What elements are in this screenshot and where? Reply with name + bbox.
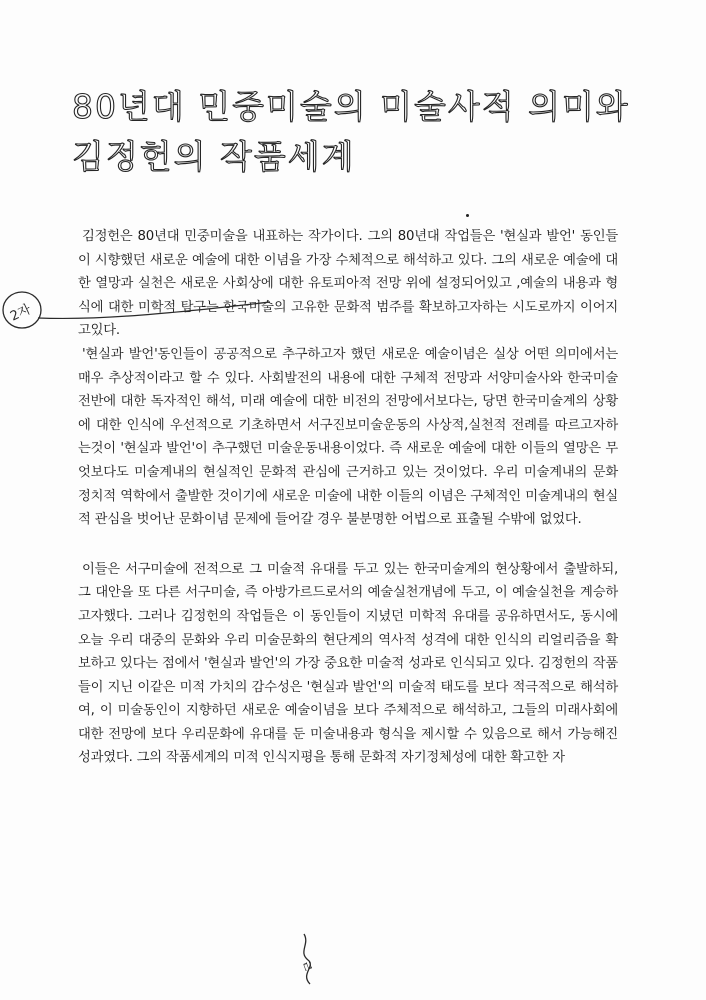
title-line-2: 김정헌의 작품세계 [72,137,356,176]
scribble-stroke-icon [304,934,310,984]
left-margin-note: 2자 [8,302,34,325]
paragraph-3: 이들은 서구미술에 전적으로 그 미술적 유대를 두고 있는 한국미술계의 현상황에서 출발하되, 그 대안을 또 다른 서구미술, 즉 아방가르드로서의 예술실천개념에 두고, 이 예술실천을 계승하고자했다. 그러나 김정헌의 작업들은 이 동인들이 지녔던 미학적 유대를 공유하면서도, 동시에 오늘 우리 대중의 문화와 우리 미술문화의 현단계의 역사적 성격에 대한 인식의 리얼리즘을 확보하고 있다는 점에서 '현실과 발언'의 가장 중요한 미술적 성과로 인식되고 있다. 김정헌의 작품들이 지닌 이같은 미적 가치의 감수성은 '현실과 발언'의 미술적 태도를 보다 적극적으로 해석하여, 이 미술동인이 지향하던 새로운 예술이념을 보다 주체적으로 해석하고, 그들의 미래사회에 대한 전망에 보다 우리문화에 유대를 둔 미술내용과 형식을 제시할 수 있음으로 해서 가능해진 성과였다. 그의 작품세계의 미적 인식지평을 통해 문화적 자기정체성에 대한 확고한 자 [78,561,618,766]
bottom-margin-note: ㄹ [296,957,317,976]
paragraph-1: 김정헌은 80년대 민중미술을 내표하는 작가이다. 그의 80년대 작업들은 '현실과 발언' 동인들이 시향했던 새로운 예술에 대한 이념을 가장 수체적으로 해석하고 있다. 그의 새로운 예술에 대한 열망과 실천은 새로운 사회상에 대한 유토피아적 전망 위에 설정되어있고 ,예술의 내용과 형식에 대한 미학적 탐구는 한국미술의 고유한 문화적 범주를 확보하고자하는 시도로까지 이어지고있다. [78,229,618,339]
pen-circle-icon [3,292,41,328]
document-body [78,225,618,770]
title-line-1: 80년대 민중미술의 미술사적 의미와 [72,87,630,126]
handwritten-bottom-scribble [286,930,336,990]
document-title [72,82,630,182]
stray-dot-mark [466,214,469,217]
paragraph-2: '현실과 발언'동인들이 공공적으로 추구하고자 했던 새로운 예술이념은 실상 어떤 의미에서는 매우 추상적이라고 할 수 있다. 사회발전의 내용에 대한 구체적 전망과 서양미술사와 한국미술전반에 대한 독자적인 해석, 미래 예술에 대한 비전의 전망에서보다는, 당면 한국미술계의 상황에 대한 인식에 우선적으로 기초하면서 서구진보미술운동의 사상적,실천적 전례를 따르고자하는것이 '현실과 발언'이 추구했던 미술운동내용이었다. 즉 새로운 예술에 대한 이들의 열망은 무엇보다도 미술계내의 현실적인 문화적 관심에 근거하고 있는 것이었다. 우리 미술계내의 문화 정치적 역학에서 출발한 것이기에 새로운 미술에 내한 이들의 이념은 구체적인 미술계내의 현실적 관심을 벗어난 문화이념 문제에 들어갈 경우 불분명한 어법으로 표출될 수밖에 없었다. [78,346,618,528]
